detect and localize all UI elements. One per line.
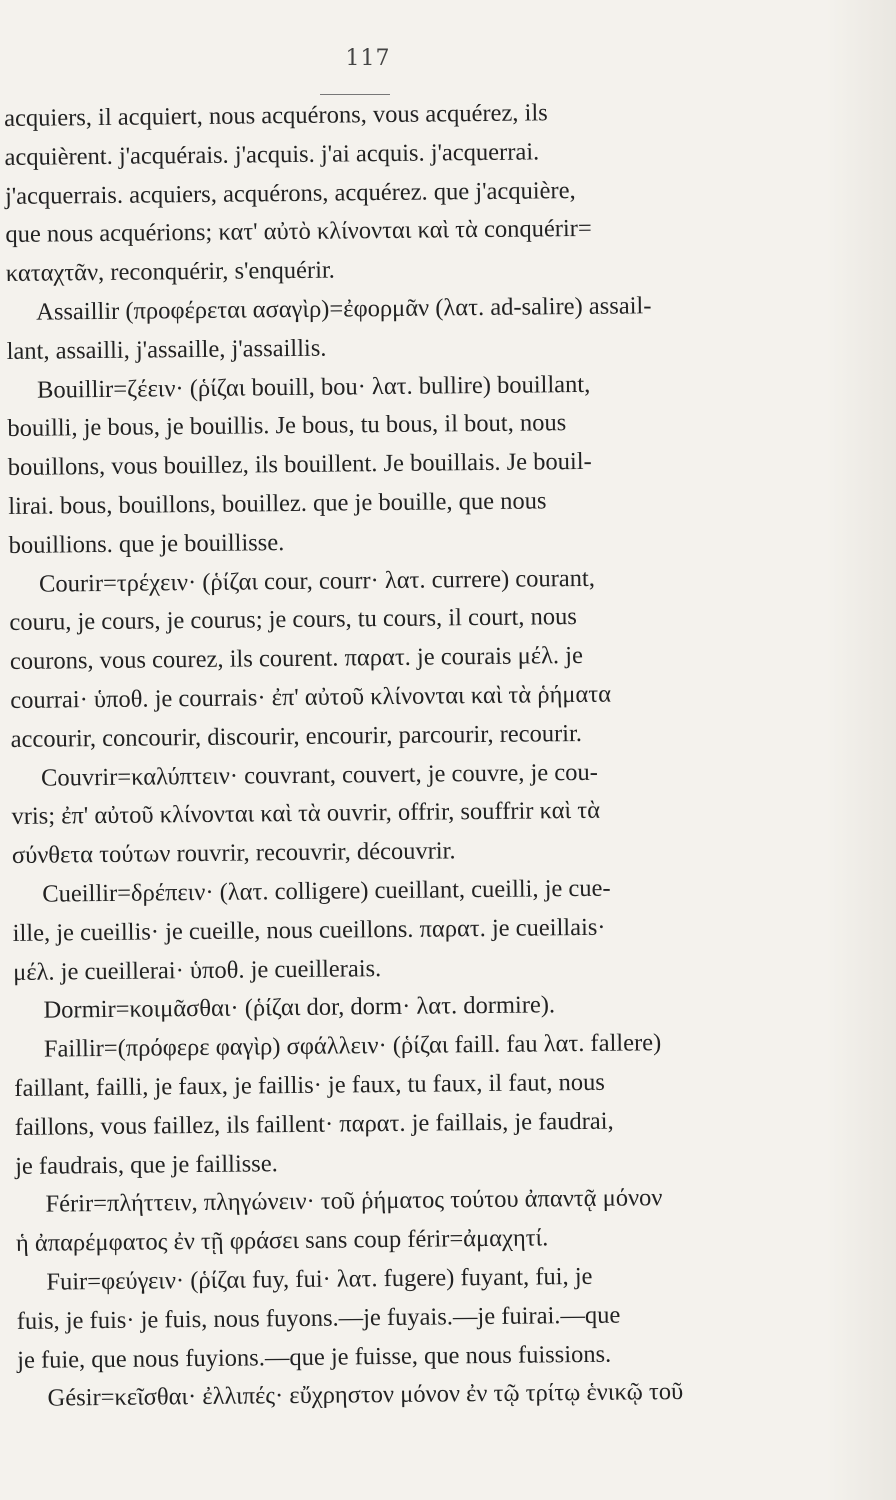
- page-number: 117: [345, 46, 391, 71]
- text-line: σύνθετα τούτων rouvrir, recouvrir, découvrir.: [11, 837, 456, 870]
- text-line: courons, vous courez, ils courent. παρατ. je courais μέλ. je: [9, 642, 584, 676]
- text-line: acquiers, il acquiert, nous acquérons, vous acquérez, ils: [4, 99, 548, 132]
- entry-fuir: Fuir=φεύγειν· (ῥίζαι fuy, fui· λατ. fugere) fuyant, fui, je: [46, 1262, 593, 1296]
- text-line: bouillions. que je bouillisse.: [8, 528, 285, 559]
- entry-bouillir: Bouillir=ζέειν· (ῥίζαι bouill, bou· λατ. bullire) bouillant,: [36, 370, 591, 404]
- page-text: [4, 92, 788, 1419]
- text-line: bouillons, vous bouillez, ils bouillent. Je bouillais. Je bouil-: [7, 448, 592, 482]
- text-line: je fuie, que nous fuyions.—que je fuisse, que nous fuissions.: [17, 1340, 612, 1374]
- text-line: accourir, concourir, discourir, encourir, parcourir, recourir.: [10, 719, 583, 753]
- text-line: ille, je cueillis· je cueille, nous cueillons. παρατ. je cueillais·: [12, 913, 606, 947]
- entry-gesir: Gésir=κεῖσθαι· ἐλλιπές· εὔχρηστον μόνον ἐν τῷ τρίτῳ ἑνικῷ τοῦ: [47, 1378, 684, 1412]
- text-line: que nous acquérions; κατ' αὐτὸ κλίνονται καὶ τὰ conquérir=: [5, 215, 592, 249]
- text-line: ἡ ἀπαρέμφατος ἐν τῇ φράσει sans coup férir=ἀμαχητί.: [15, 1224, 549, 1258]
- entry-couvrir: Couvrir=καλύπτειν· couvrant, couvert, je couvre, je cou-: [40, 758, 598, 792]
- text-line: μέλ. je cueillerai· ὑποθ. je cueillerais.: [12, 954, 382, 986]
- entry-courir: Courir=τρέχειν· (ῥίζαι cour, courr· λατ. currere) courant,: [38, 564, 596, 598]
- text-line: j'acquerrais. acquiers, acquérons, acquérez. que j'acquière,: [4, 176, 576, 210]
- entry-assaillir: Assaillir (προφέρεται ασαγὶρ)=ἐφορμᾶν (λατ. ad-salire) assail-: [36, 292, 652, 326]
- entry-faillir: Faillir=(πρόφερε φαγὶρ) σφάλλειν· (ῥίζαι faill. fau λατ. fallere): [43, 1029, 662, 1063]
- text-line: couru, je cours, je courus; je cours, tu cours, il court, nous: [9, 603, 578, 637]
- text-line: courrai· ὑποθ. je courrais· ἐπ' αὐτοῦ κλίνονται καὶ τὰ ῥήματα: [10, 680, 612, 714]
- page-number-rule: [320, 94, 390, 95]
- entry-ferir: Férir=πλήττειν, πληγώνειν· τοῦ ῥήματος τούτου ἀπαντᾷ μόνον: [45, 1184, 663, 1218]
- page-edge-shadow: [826, 0, 896, 1500]
- entry-dormir: Dormir=κοιμᾶσθαι· (ῥίζαι dor, dorm· λατ. dormire).: [43, 991, 556, 1024]
- text-line: lirai. bous, bouillons, bouillez. que je bouille, que nous: [8, 487, 547, 520]
- text-line: faillant, failli, je faux, je faillis· je faux, tu faux, il faut, nous: [14, 1068, 606, 1102]
- text-line: faillons, vous faillez, ils faillent· παρατ. je faillais, je faudrai,: [14, 1107, 614, 1141]
- text-line: vris; ἐπ' αὐτοῦ κλίνονται καὶ τὰ ouvrir, offrir, souffrir καὶ τὰ: [11, 797, 601, 831]
- entry-cueillir: Cueillir=δρέπειν· (λατ. colligere) cueillant, cueilli, je cue-: [42, 874, 611, 908]
- text-line: acquièrent. j'acquérais. j'acquis. j'ai acquis. j'acquerrai.: [4, 138, 540, 171]
- text-line: bouilli, je bous, je bouillis. Je bous, tu bous, il bout, nous: [7, 409, 567, 443]
- text-line: lant, assailli, j'assaille, j'assaillis.: [6, 334, 327, 365]
- text-line: fuis, je fuis· je fuis, nous fuyons.—je fuyais.—je fuirai.—que: [16, 1301, 621, 1335]
- text-line: je faudrais, que je faillisse.: [15, 1149, 278, 1180]
- text-line: καταχτᾶν, reconquérir, s'enquérir.: [5, 256, 336, 288]
